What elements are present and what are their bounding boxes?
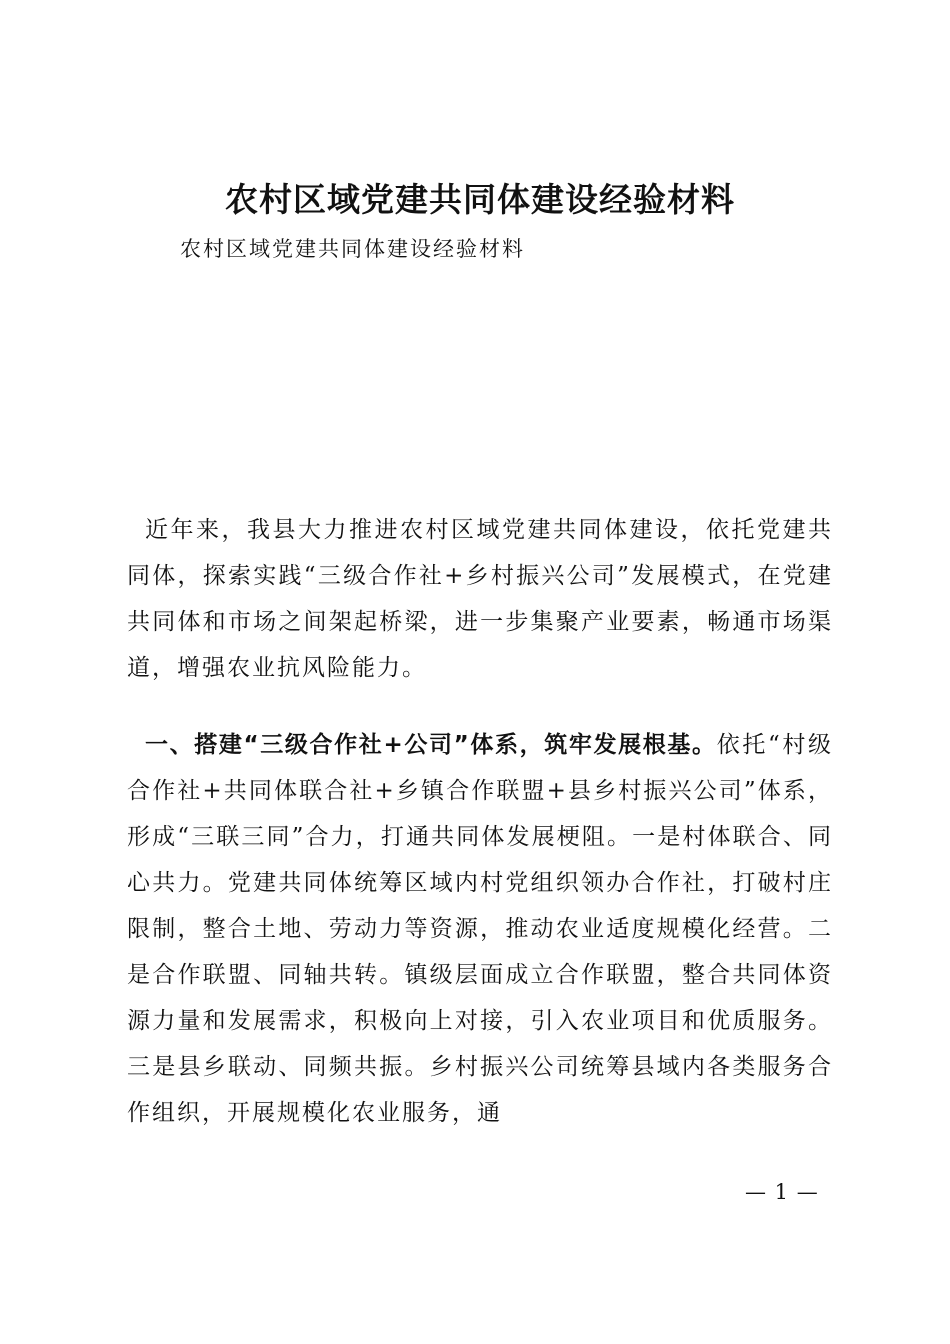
- section-1-heading: 一、搭建“三级合作社+公司”体系，筑牢发展根基。: [145, 732, 717, 758]
- page-title: 农村区域党建共同体建设经验材料: [225, 180, 735, 219]
- section-1-body: 依托“村级合作社+共同体联合社+乡镇合作联盟+县乡村振兴公司”体系，形成“三联三同”合力，打通共同体发展梗阻。一是村体联合、同心共力。党建共同体统筹区域内村党组织领办合作社，打破村庄限制，整合土地、劳动力等资源，推动农业适度规模化经营。二是合作联盟、同轴共转。镇级层面成立合作联盟，整合共同体资源力量和发展需求，积极向上对接，引入农业项目和优质服务。三是县乡联动、同频共振。乡村振兴公司统筹县域内各类服务合作组织，开展规模化农业服务，通: [127, 732, 833, 1126]
- section-1-paragraph: [127, 722, 833, 1136]
- page-number: — 1 —: [745, 1180, 819, 1204]
- document-subtitle: 农村区域党建共同体建设经验材料: [180, 237, 525, 261]
- intro-paragraph: 近年来，我县大力推进农村区域党建共同体建设，依托党建共同体，探索实践“三级合作社+乡村振兴公司”发展模式，在党建共同体和市场之间架起桥梁，进一步集聚产业要素，畅通市场渠道，增强农业抗风险能力。: [127, 517, 833, 681]
